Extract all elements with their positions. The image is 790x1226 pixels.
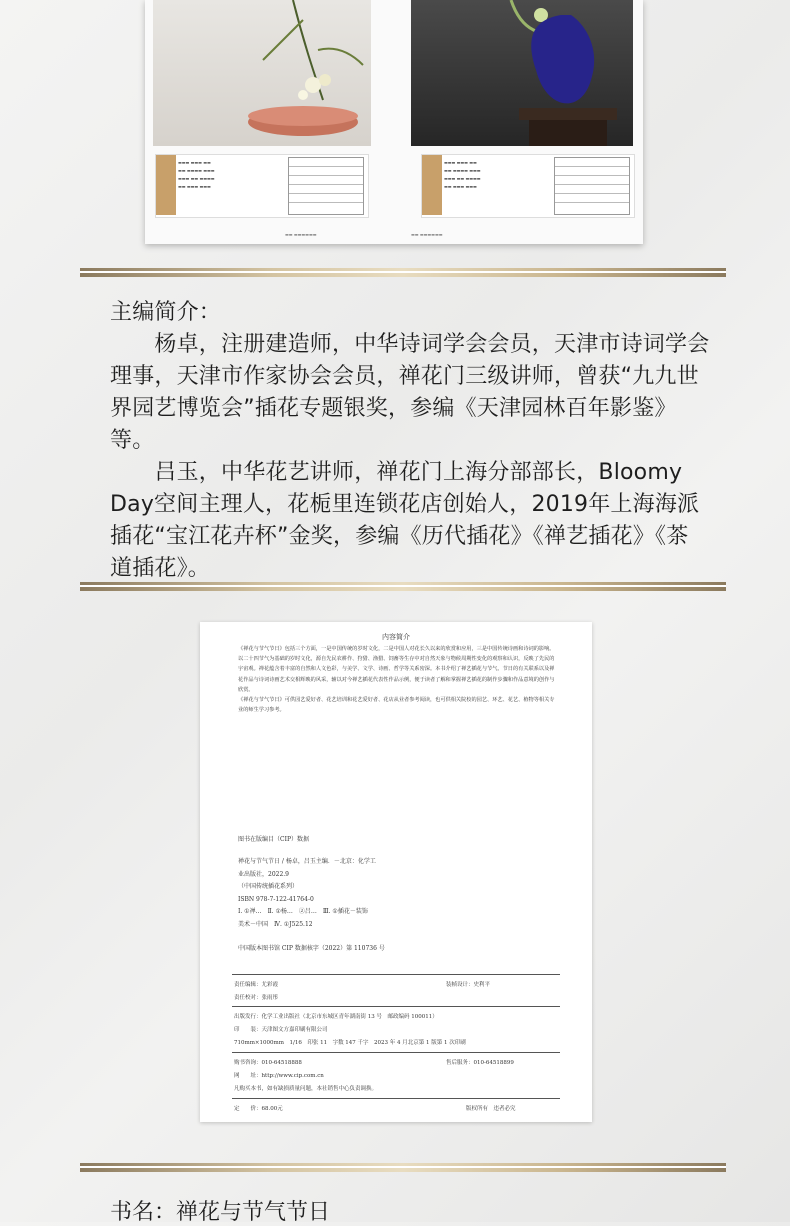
caption-text: ▬▬▬ ▬▬▬ ▬▬ ▬▬ ▬▬▬▬ ▬▬▬ ▬▬▬ ▬▬ ▬▬▬▬ ▬▬ ▬▬▬ ▬▬▬ — [178, 160, 215, 189]
rule-line — [232, 1006, 560, 1007]
arrangement-photo-right — [411, 0, 633, 146]
cip-line: 禅花与节气节日 / 杨卓，吕玉主编．－北京：化学工 — [238, 858, 376, 865]
book-name: 书名：禅花与节气节日 — [110, 1200, 331, 1225]
printer-info: 印 装：天津图文方嘉印刷有限公司 — [234, 1027, 328, 1033]
cip-verify-number: 中国版本图书馆 CIP 数据核字（2022）第 110736 号 — [238, 945, 385, 952]
summary-heading: 内容简介 — [382, 633, 410, 641]
cip-line: 业出版社，2022.9 — [238, 870, 289, 878]
caption-table — [288, 157, 364, 215]
cip-line: 美术－中国 Ⅳ. ①J525.12 — [238, 920, 313, 928]
exchange-notice: 凡购买本书，如有缺损质量问题，本社销售中心负责调换。 — [234, 1086, 378, 1092]
gold-divider — [80, 268, 726, 277]
page-footer-left: ▬▬ ▬▬▬▬▬▬ — [285, 232, 317, 237]
intro-paragraph-1: 杨卓，注册建造师，中华诗词学会会员，天津市诗词学会理事，天津市作家协会会员，禅花门三级讲师，曾获“九九世界园艺博览会”插花专题银奖，参编《天津园林百年影鉴》等。 — [110, 332, 710, 453]
book-spread-photo — [145, 0, 643, 244]
price: 定 价：68.00元 — [234, 1106, 283, 1112]
cip-title: 图书在版编目（CIP）数据 — [238, 836, 309, 843]
intro-paragraph-2: 吕玉，中华花艺讲师，禅花门上海分部部长，Bloomy Day空间主理人，花栀里连锁花店创始人，2019年上海海派插花“宝江花卉杯”金奖，参编《历代插花》《禅艺插花》《茶道插花》。 — [110, 460, 700, 581]
arrangement-photo-left — [153, 0, 371, 146]
cip-line: （中国传统插花系列） — [238, 883, 299, 890]
designer-credit: 装帧设计：史利平 — [446, 982, 491, 988]
vase-illustration — [411, 0, 633, 146]
summary-text — [238, 644, 556, 715]
format-info: 710mm×1000mm 1/16 印张 11 字数 147 千字 2023 年 4 月北京第 1 版第 1 次印刷 — [234, 1040, 466, 1046]
caption-right — [421, 154, 635, 218]
summary-paragraph-2: 《禅花与节气节日》可供园艺爱好者、花艺培训和花艺爱好者、花店从业者参考阅读，也可供相关院校的园艺、环艺、花艺、植物等相关专业的师生学习参考。 — [238, 697, 555, 714]
rule-line — [232, 1052, 560, 1053]
website-info: 网 址：http://www.cip.com.cn — [234, 1073, 324, 1079]
caption-left — [155, 154, 369, 218]
purchase-hotline: 购书咨询：010-64518888 — [234, 1060, 302, 1066]
caption-table — [554, 157, 630, 215]
rule-line — [232, 1098, 560, 1099]
ikebana-bowl-illustration — [153, 0, 371, 146]
editor-credit: 责任编辑：尤彩霞 — [234, 982, 279, 988]
cip-record — [238, 856, 558, 931]
copyright-page — [200, 622, 592, 1122]
page-footer-right: ▬▬ ▬▬▬▬▬▬ — [411, 232, 443, 237]
intro-heading: 主编简介： — [110, 300, 222, 325]
rule-line — [232, 974, 560, 975]
caption-tag — [156, 155, 176, 215]
publisher-info: 出版发行：化学工业出版社（北京市东城区青年湖南街 13 号 邮政编码 100011） — [234, 1014, 438, 1020]
gold-divider — [80, 582, 726, 591]
cip-line: ISBN 978-7-122-41764-0 — [238, 895, 314, 903]
caption-tag — [422, 155, 442, 215]
rights-notice: 版权所有 违者必究 — [466, 1106, 516, 1112]
gold-divider — [80, 1163, 726, 1172]
proofreader-credit: 责任校对：张雨彤 — [234, 995, 279, 1001]
caption-text: ▬▬▬ ▬▬▬ ▬▬ ▬▬ ▬▬▬▬ ▬▬▬ ▬▬▬ ▬▬ ▬▬▬▬ ▬▬ ▬▬▬ ▬▬▬ — [444, 160, 481, 189]
cip-line: Ⅰ. ①禅… Ⅱ. ①杨… ②吕… Ⅲ. ①插花－装饰 — [238, 908, 368, 915]
service-hotline: 售后服务：010-64518899 — [446, 1060, 514, 1066]
summary-paragraph-1: 《禅花与节气节日》包括三个方面，一是中国传统的岁时文化，二是中国人对花长久以来的欣赏和应用，三是中国传统诗画和诗词的影响。以二十四节气为基础的岁时文化，源自先民农耕作、狩猎、渔猎、饲畜等生存中对自然天象与物候周期性变化的观察和认识，反映了先民的宇宙观。禅花蕴含着丰富的自然和人文色彩，与美学、文学、诗画、哲学等关系密深。本书介绍了禅艺插花与节气、节日的有关联系以及禅花作品与诗词诗画艺术交相辉映的风采，辅以对今禅艺插花代表性作品示例，便于读者了解和掌握禅艺插花的制作步骤和作品意境的创作与欣赏。 — [238, 646, 555, 693]
editors-intro — [110, 297, 710, 585]
